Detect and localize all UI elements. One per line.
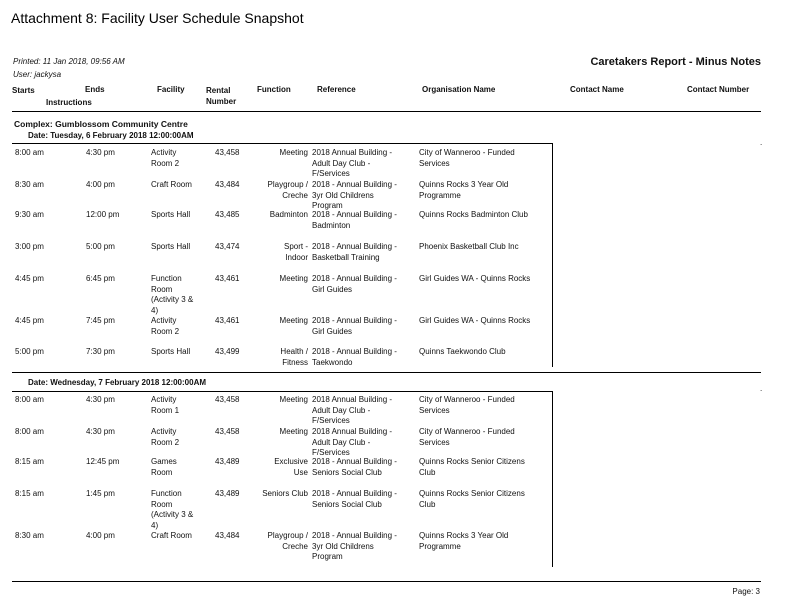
header-instructions: Instructions (46, 98, 92, 107)
header-contact-name: Contact Name (570, 85, 624, 94)
cell-function: Meeting (279, 316, 308, 325)
cell-org: Girl Guides WA - Quinns Rocks (419, 274, 531, 283)
footer-rule (12, 581, 761, 582)
report-title: Caretakers Report - Minus Notes (590, 56, 761, 68)
day2-rule (12, 391, 552, 392)
cell-facility: Activity Room 2 (151, 148, 180, 168)
day2-column-divider (552, 391, 553, 567)
cell-start: 9:30 am (15, 210, 44, 219)
cell-rental: 43,485 (215, 210, 240, 219)
cell-facility: Sports Hall (151, 210, 191, 219)
header-starts: Starts (12, 86, 35, 95)
header-facility: Facility (157, 85, 185, 94)
cell-end: 6:45 pm (86, 274, 115, 283)
header-ends: Ends (85, 85, 105, 94)
cell-facility: Craft Room (151, 180, 192, 189)
cell-start: 4:45 pm (15, 316, 44, 325)
cell-facility: Activity Room 2 (151, 316, 180, 336)
cell-function: Exclusive Use (274, 457, 308, 477)
cell-facility: Games Room (151, 457, 177, 477)
cell-start: 8:30 am (15, 180, 44, 189)
cell-facility: Sports Hall (151, 242, 191, 251)
cell-org: Quinns Taekwondo Club (419, 347, 506, 356)
cell-reference: 2018 - Annual Building - Taekwondo (312, 347, 397, 367)
cell-end: 4:30 pm (86, 395, 115, 404)
cell-org: City of Wanneroo - Funded Services (419, 148, 515, 168)
cell-start: 8:15 am (15, 457, 44, 466)
cell-reference: 2018 Annual Building - Adult Day Club - F/Services (312, 148, 393, 178)
user-name: User: jackysa (13, 70, 62, 79)
cell-rental: 43,489 (215, 457, 240, 466)
page-number: Page: 3 (732, 587, 760, 596)
cell-facility: Sports Hall (151, 347, 191, 356)
cell-function: Meeting (279, 148, 308, 157)
margin-mark: . (760, 384, 763, 393)
day1-column-divider (552, 143, 553, 367)
cell-rental: 43,458 (215, 427, 240, 436)
cell-org: City of Wanneroo - Funded Services (419, 427, 515, 447)
cell-facility: Activity Room 1 (151, 395, 180, 415)
cell-reference: 2018 - Annual Building - Basketball Training (312, 242, 397, 262)
attachment-title: Attachment 8: Facility User Schedule Snapshot (11, 10, 304, 26)
header-rental-number: Rental Number (206, 86, 237, 106)
cell-start: 3:00 pm (15, 242, 44, 251)
margin-mark: . (760, 138, 763, 147)
complex-name: Complex: Gumblossom Community Centre (14, 119, 188, 129)
cell-end: 4:00 pm (86, 180, 115, 189)
cell-start: 8:00 am (15, 395, 44, 404)
cell-reference: 2018 - Annual Building - Badminton (312, 210, 397, 230)
cell-end: 7:45 pm (86, 316, 115, 325)
cell-reference: 2018 Annual Building - Adult Day Club - F/Services (312, 395, 393, 425)
cell-start: 8:00 am (15, 427, 44, 436)
cell-function: Meeting (279, 395, 308, 404)
cell-function: Playgroup / Creche (267, 531, 308, 551)
date-heading-day2: Date: Wednesday, 7 February 2018 12:00:00AM (28, 378, 207, 387)
header-contact-number: Contact Number (687, 85, 750, 94)
cell-start: 8:30 am (15, 531, 44, 540)
cell-reference: 2018 - Annual Building - Girl Guides (312, 316, 397, 336)
cell-start: 8:15 am (15, 489, 44, 498)
cell-function: Meeting (279, 427, 308, 436)
cell-rental: 43,489 (215, 489, 240, 498)
header-organisation: Organisation Name (422, 85, 496, 94)
day1-rule (12, 143, 552, 144)
cell-org: Quinns Rocks 3 Year Old Programme (419, 531, 509, 551)
cell-rental: 43,458 (215, 148, 240, 157)
cell-rental: 43,499 (215, 347, 240, 356)
header-rule (12, 111, 761, 112)
day-separator-rule (12, 372, 761, 373)
cell-end: 4:00 pm (86, 531, 115, 540)
cell-function: Sport - Indoor (283, 242, 308, 262)
cell-function: Health / Fitness (280, 347, 308, 367)
cell-org: Quinns Rocks Senior Citizens Club (419, 457, 525, 477)
cell-org: Quinns Rocks Badminton Club (419, 210, 528, 219)
cell-end: 12:00 pm (86, 210, 120, 219)
cell-end: 4:30 pm (86, 427, 115, 436)
header-function: Function (257, 85, 291, 94)
cell-rental: 43,484 (215, 531, 240, 540)
cell-reference: 2018 - Annual Building - 3yr Old Childrens Program (312, 531, 397, 561)
cell-facility: Craft Room (151, 531, 192, 540)
cell-rental: 43,461 (215, 274, 240, 283)
cell-org: Quinns Rocks Senior Citizens Club (419, 489, 525, 509)
cell-start: 5:00 pm (15, 347, 44, 356)
cell-org: Girl Guides WA - Quinns Rocks (419, 316, 531, 325)
cell-start: 8:00 am (15, 148, 44, 157)
cell-rental: 43,484 (215, 180, 240, 189)
cell-rental: 43,458 (215, 395, 240, 404)
cell-reference: 2018 - Annual Building - Seniors Social Club (312, 489, 397, 509)
cell-end: 5:00 pm (86, 242, 115, 251)
cell-org: Quinns Rocks 3 Year Old Programme (419, 180, 509, 200)
cell-function: Playgroup / Creche (267, 180, 308, 200)
cell-function: Meeting (279, 274, 308, 283)
cell-org: City of Wanneroo - Funded Services (419, 395, 515, 415)
cell-function: Seniors Club (262, 489, 308, 498)
cell-rental: 43,474 (215, 242, 240, 251)
cell-facility: Activity Room 2 (151, 427, 180, 447)
date-heading-day1: Date: Tuesday, 6 February 2018 12:00:00AM (28, 131, 194, 140)
cell-reference: 2018 - Annual Building - Girl Guides (312, 274, 397, 294)
cell-reference: 2018 Annual Building - Adult Day Club - F/Services (312, 427, 393, 457)
cell-org: Phoenix Basketball Club Inc (419, 242, 519, 251)
cell-end: 1:45 pm (86, 489, 115, 498)
cell-rental: 43,461 (215, 316, 240, 325)
cell-facility: Function Room (Activity 3 & 4) (151, 489, 194, 530)
cell-function: Badminton (269, 210, 308, 219)
cell-facility: Function Room (Activity 3 & 4) (151, 274, 194, 315)
printed-timestamp: Printed: 11 Jan 2018, 09:56 AM (13, 57, 125, 66)
cell-reference: 2018 - Annual Building - Seniors Social Club (312, 457, 397, 477)
cell-reference: 2018 - Annual Building - 3yr Old Childrens Program (312, 180, 397, 210)
cell-end: 12:45 pm (86, 457, 120, 466)
cell-start: 4:45 pm (15, 274, 44, 283)
cell-end: 7:30 pm (86, 347, 115, 356)
cell-end: 4:30 pm (86, 148, 115, 157)
header-reference: Reference (317, 85, 356, 94)
